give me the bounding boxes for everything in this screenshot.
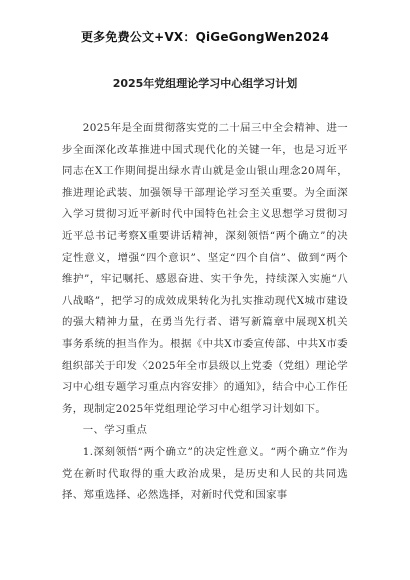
item-paragraph: 1.深刻领悟“两个确立”的决定性意义。“两个确立”作为党在新时代取得的重大政治成果，是历史和人民的共同选择、郑重选择、必然选择，对新时代党和国家事 bbox=[62, 445, 348, 502]
document-title: 2025年党组理论学习中心组学习计划 bbox=[112, 77, 298, 90]
intro-paragraph: 2025年是全面贯彻落实党的二十届三中全会精神、进一步全面深化改革推进中国式现代化的关键一年，也是习近平同志在X工作期间提出绿水青山就是金山银山理念20周年，推进理论武装、加强领导干部理论学习至关重要。为全面深入学习贯彻习近平新时代中国特色社会主义思想学习贯彻习近平总书记考察X重要讲话精神，深刻领悟“两个确立”的决定性意义，增强“四个意识”、坚定“四个自信”、做到“两个维护”，牢记嘱托、感恩奋进、实干争先，持续深入实施“八八战略”，把学习的成效成果转化为扎实推动现代X城市建设的强大精神力量，在勇当先行者、谱写新篇章中展现X机关事务系统的担当作为。根据《中共X市委宣传部、中共X市委组织部关于印发〈2025年全市县级以上党委（党组）理论学习中心组专题学习重点内容安排〉的通知》，结合中心工作任务，现制定2025年党组理论学习中心组学习计划如下。 bbox=[62, 122, 348, 415]
promo-watermark: 更多免费公文+VX：QiGeGongWen2024 bbox=[80, 30, 329, 44]
document-body bbox=[62, 118, 348, 507]
section-heading: 一、学习重点 bbox=[82, 424, 148, 437]
